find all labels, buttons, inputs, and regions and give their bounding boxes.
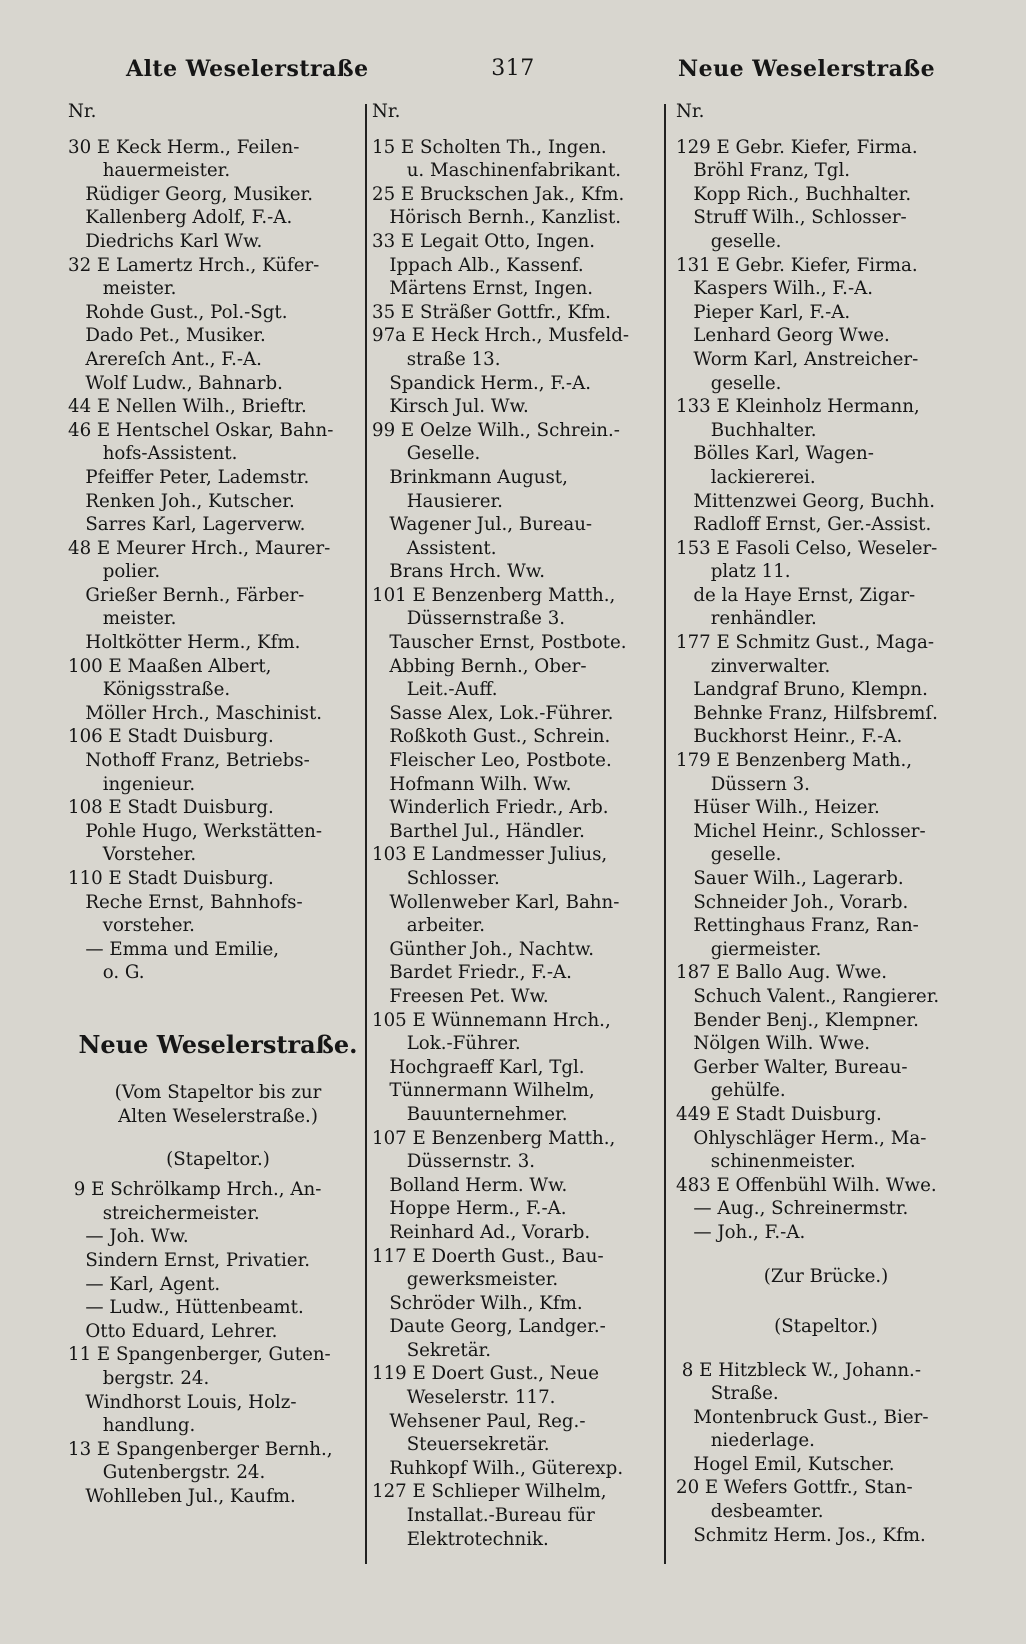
- directory-line: meister.: [68, 608, 177, 630]
- directory-line: Rettinghaus Franz, Ran-: [676, 915, 919, 937]
- directory-line: de la Haye Ernst, Zigar-: [676, 584, 916, 606]
- column-left: [68, 100, 368, 1508]
- directory-line: meister.: [68, 278, 177, 300]
- directory-line: hauermeister.: [68, 160, 231, 182]
- directory-line: Schlosser.: [372, 868, 500, 889]
- directory-line: zinverwalter.: [676, 655, 831, 677]
- directory-line: Assistent.: [372, 537, 497, 559]
- column-right: [676, 100, 976, 1547]
- directory-line: Hörisch Bernh., Kanzlist.: [372, 207, 622, 229]
- directory-line: Hofmann Wilh. Ww.: [372, 773, 572, 795]
- directory-line: 449 E Stadt Duisburg.: [676, 1103, 882, 1125]
- directory-line: Michel Heinr., Schlosser-: [676, 820, 926, 842]
- directory-line: Kopp Rich., Buchhalter.: [676, 183, 912, 205]
- directory-line: Wollenweber Karl, Bahn-: [372, 891, 620, 913]
- spacer: [68, 1128, 368, 1142]
- directory-line: Abbing Bernh., Ober-: [372, 655, 587, 677]
- directory-line: gehülfe.: [676, 1080, 786, 1102]
- directory-line: Geselle.: [372, 443, 481, 465]
- directory-line: Tünnermann Wilhelm,: [372, 1080, 595, 1102]
- spacer: [68, 1067, 368, 1081]
- directory-line: geselle.: [676, 230, 782, 252]
- directory-line: Ohlyschläger Herm., Ma-: [676, 1127, 927, 1149]
- directory-line: Elektrotechnik.: [372, 1528, 549, 1550]
- directory-line: 119 E Doert Gust., Neue: [372, 1363, 600, 1385]
- directory-line: Märtens Ernst, Ingen.: [372, 278, 594, 300]
- directory-line: Bardet Friedr., F.-A.: [372, 962, 572, 984]
- directory-line: 99 E Oelze Wilh., Schrein.-: [372, 419, 620, 441]
- directory-line: Hochgraeff Karl, Tgl.: [372, 1056, 585, 1078]
- directory-line: Nölgen Wilh. Wwe.: [676, 1033, 871, 1055]
- directory-line: Bolland Herm. Ww.: [372, 1174, 568, 1196]
- directory-line: Spandick Herm., F.-A.: [372, 372, 591, 394]
- section-note: (Zur Brücke.): [763, 1265, 889, 1287]
- directory-line: Kirsch Jul. Ww.: [372, 396, 529, 418]
- directory-line: Buckhorst Heinr., F.-A.: [676, 726, 903, 748]
- section-note: (Stapeltor.): [166, 1149, 270, 1171]
- directory-line: Reinhard Ad., Vorarb.: [372, 1221, 591, 1243]
- column-heading: Nr.: [68, 101, 97, 122]
- directory-line: Worm Karl, Anstreicher-: [676, 348, 919, 370]
- directory-line: streichermeister.: [68, 1202, 260, 1224]
- page-number: 317: [491, 56, 535, 81]
- directory-line: bergstr. 24.: [68, 1367, 210, 1389]
- directory-line: Sekretär.: [372, 1339, 492, 1361]
- directory-line: handlung.: [68, 1415, 196, 1437]
- directory-line: Möller Hrch., Maschinist.: [68, 702, 323, 724]
- directory-line: 30 E Keck Herm., Feilen-: [68, 136, 300, 158]
- directory-line: Montenbruck Gust., Bier-: [676, 1406, 929, 1428]
- directory-line: Diedrichs Karl Ww.: [68, 230, 263, 252]
- directory-line: Leit.-Auff.: [372, 679, 498, 701]
- directory-line: Schneider Joh., Vorarb.: [676, 891, 909, 913]
- directory-line: Sauer Wilh., Lagerarb.: [676, 868, 904, 889]
- directory-line: — Joh. Ww.: [68, 1226, 189, 1248]
- directory-line: Windhorst Louis, Holz-: [68, 1391, 297, 1413]
- section-note: (Vom Stapeltor bis zur: [114, 1081, 322, 1103]
- directory-line: 8 E Hitzbleck W., Johann.-: [676, 1359, 921, 1381]
- directory-line: Wehsener Paul, Reg.-: [372, 1410, 586, 1432]
- directory-line: gewerksmeister.: [372, 1269, 559, 1291]
- directory-line: — Joh., F.-A.: [676, 1221, 806, 1243]
- directory-line: Fleischer Leo, Postbote.: [372, 750, 612, 772]
- directory-line: polier.: [68, 561, 161, 583]
- directory-line: Pfeiffer Peter, Lademstr.: [68, 466, 310, 488]
- directory-line: Holtkötter Herm., Kfm.: [68, 632, 301, 654]
- directory-line: 44 E Nellen Wilh., Brieftr.: [68, 396, 307, 418]
- section-title: Neue Weselerstraße.: [78, 1029, 358, 1059]
- directory-line: Steuersekretär.: [372, 1434, 550, 1456]
- directory-line: Installat.-Bureau für: [372, 1505, 595, 1527]
- directory-line: Otto Eduard, Lehrer.: [68, 1320, 278, 1342]
- column-heading: Nr.: [676, 101, 705, 122]
- directory-line: 101 E Benzenberg Matth.,: [372, 584, 616, 606]
- directory-line: Ruhkopf Wilh., Güterexp.: [372, 1457, 624, 1479]
- directory-line: Kallenberg Adolf, F.-A.: [68, 207, 293, 229]
- directory-line: Freesen Pet. Ww.: [372, 985, 549, 1007]
- directory-line: Brinkmann August,: [372, 466, 568, 488]
- directory-line: 179 E Benzenberg Math.,: [676, 750, 913, 772]
- directory-line: Dado Pet., Musiker.: [68, 325, 266, 347]
- column-heading: Nr.: [372, 101, 401, 122]
- directory-line: Vorsteher.: [68, 844, 197, 866]
- directory-line: Düssern 3.: [676, 773, 810, 795]
- directory-line: Bauunternehmer.: [372, 1103, 568, 1125]
- directory-line: Bölles Karl, Wagen-: [676, 443, 874, 465]
- directory-line: Nothoff Franz, Betriebs-: [68, 750, 310, 772]
- section-note: (Stapeltor.): [774, 1315, 878, 1337]
- directory-line: Brans Hrch. Ww.: [372, 561, 545, 583]
- spacer: [676, 1345, 976, 1359]
- directory-line: u. Maschinenfabrikant.: [372, 160, 622, 182]
- directory-line: Sarres Karl, Lagerverw.: [68, 514, 306, 536]
- directory-line: Lenhard Georg Wwe.: [676, 325, 890, 347]
- directory-line: Barthel Jul., Händler.: [372, 820, 585, 842]
- header-left: Alte Weselerstraße: [126, 56, 369, 82]
- spacer: [68, 985, 368, 1023]
- directory-line: 117 E Doerth Gust., Bau-: [372, 1245, 604, 1267]
- directory-line: Hausierer.: [372, 490, 503, 512]
- directory-line: 177 E Schmitz Gust., Maga-: [676, 632, 934, 654]
- directory-line: Buchhalter.: [676, 419, 817, 441]
- directory-line: Pieper Karl, F.-A.: [676, 301, 851, 323]
- directory-line: Tauscher Ernst, Postbote.: [372, 632, 627, 654]
- directory-line: geselle.: [676, 372, 782, 394]
- directory-line: Bröhl Franz, Tgl.: [676, 160, 851, 182]
- directory-line: Rohde Gust., Pol.-Sgt.: [68, 301, 288, 323]
- directory-line: Günther Joh., Nachtw.: [372, 938, 595, 960]
- directory-line: straße 13.: [372, 348, 501, 370]
- directory-line: Schmitz Herm. Jos., Kfm.: [676, 1524, 926, 1546]
- directory-line: 15 E Scholten Th., Ingen.: [372, 136, 607, 158]
- directory-line: 103 E Landmesser Julius,: [372, 844, 608, 866]
- directory-line: 110 E Stadt Duisburg.: [68, 868, 274, 889]
- directory-line: 11 E Spangenberger, Guten-: [68, 1344, 331, 1366]
- directory-line: Düssernstraße 3.: [372, 608, 566, 630]
- directory-line: Weselerstr. 117.: [372, 1387, 556, 1409]
- directory-line: renhändler.: [676, 608, 817, 630]
- directory-line: 105 E Wünnemann Hrch.,: [372, 1009, 611, 1031]
- directory-line: Rüdiger Georg, Musiker.: [68, 183, 313, 205]
- directory-line: Arereſch Ant., F.-A.: [68, 348, 262, 370]
- directory-line: Lok.-Führer.: [372, 1033, 521, 1055]
- directory-line: 25 E Bruckschen Jak., Kfm.: [372, 183, 625, 205]
- directory-line: 48 E Meurer Hrch., Maurer-: [68, 537, 331, 559]
- spacer: [676, 1245, 976, 1259]
- directory-line: Kaspers Wilh., F.-A.: [676, 278, 874, 300]
- directory-line: 35 E Sträßer Gottfr., Kfm.: [372, 301, 611, 323]
- section-note: Alten Weselerstraße.): [118, 1105, 318, 1127]
- directory-line: — Ludw., Hüttenbeamt.: [68, 1297, 304, 1319]
- directory-line: Daute Georg, Landger.-: [372, 1316, 606, 1338]
- directory-line: — Emma und Emilie,: [68, 938, 280, 960]
- directory-line: Wohlleben Jul., Kaufm.: [68, 1485, 296, 1507]
- directory-line: schinenmeister.: [676, 1151, 856, 1173]
- directory-line: 127 E Schlieper Wilhelm,: [372, 1481, 607, 1503]
- directory-line: vorsteher.: [68, 915, 195, 937]
- directory-line: 100 E Maaßen Albert,: [68, 655, 272, 677]
- directory-line: Sindern Ernst, Privatier.: [68, 1249, 311, 1271]
- directory-line: niederlage.: [676, 1430, 815, 1452]
- directory-line: 9 E Schrölkamp Hrch., An-: [68, 1179, 322, 1201]
- directory-line: Hoppe Herm., F.-A.: [372, 1198, 567, 1220]
- directory-line: — Aug., Schreinermstr.: [676, 1198, 909, 1220]
- directory-line: 97a E Heck Hrch., Musfeld-: [372, 325, 630, 347]
- directory-line: Schröder Wilh., Kfm.: [372, 1292, 583, 1314]
- directory-line: Renken Joh., Kutscher.: [68, 490, 295, 512]
- directory-line: Landgraf Bruno, Klempn.: [676, 679, 928, 701]
- directory-line: Ippach Alb., Kassenf.: [372, 254, 584, 276]
- directory-line: Mittenzwei Georg, Buchh.: [676, 490, 936, 512]
- directory-line: 107 E Benzenberg Matth.,: [372, 1127, 616, 1149]
- directory-line: Königsstraße.: [68, 679, 231, 701]
- directory-line: Düssernstr. 3.: [372, 1151, 536, 1173]
- directory-line: geselle.: [676, 844, 782, 866]
- directory-line: arbeiter.: [372, 915, 485, 937]
- directory-line: giermeister.: [676, 938, 822, 960]
- directory-line: — Karl, Agent.: [68, 1273, 221, 1295]
- directory-line: Straße.: [676, 1383, 779, 1405]
- directory-line: Wolf Ludw., Bahnarb.: [68, 372, 283, 394]
- directory-line: 483 E Offenbühl Wilh. Wwe.: [676, 1174, 937, 1196]
- directory-line: Gerber Walter, Bureau-: [676, 1056, 908, 1078]
- directory-line: 46 E Hentschel Oskar, Bahn-: [68, 419, 334, 441]
- directory-line: 187 E Ballo Aug. Wwe.: [676, 962, 887, 984]
- directory-line: 133 E Kleinholz Hermann,: [676, 396, 920, 418]
- directory-line: Sasse Alex, Lok.-Führer.: [372, 702, 614, 724]
- directory-line: lackiererei.: [676, 466, 816, 488]
- directory-line: Radloff Ernst, Ger.-Assist.: [676, 514, 932, 536]
- directory-line: Schuch Valent., Rangierer.: [676, 985, 940, 1007]
- column-middle: [372, 100, 672, 1551]
- directory-line: Bender Benj., Klempner.: [676, 1009, 919, 1031]
- directory-line: ingenieur.: [68, 773, 196, 795]
- directory-line: Behnke Franz, Hilfsbremſ.: [676, 702, 938, 724]
- directory-line: 32 E Lamertz Hrch., Küfer-: [68, 254, 320, 276]
- directory-line: 13 E Spangenberger Bernh.,: [68, 1438, 333, 1460]
- directory-line: desbeamter.: [676, 1501, 824, 1523]
- directory-line: 131 E Gebr. Kiefer, Firma.: [676, 254, 918, 276]
- directory-line: Pohle Hugo, Werkstätten-: [68, 820, 323, 842]
- directory-line: 129 E Gebr. Kiefer, Firma.: [676, 136, 918, 158]
- directory-line: 106 E Stadt Duisburg.: [68, 726, 274, 748]
- directory-line: 33 E Legait Otto, Ingen.: [372, 230, 596, 252]
- directory-line: Roßkoth Gust., Schrein.: [372, 726, 611, 748]
- header-right: Neue Weselerstraße: [678, 56, 936, 82]
- directory-line: Hogel Emil, Kutscher.: [676, 1453, 895, 1475]
- directory-line: Hüser Wilh., Heizer.: [676, 797, 880, 819]
- directory-line: o. G.: [68, 962, 145, 984]
- directory-line: 153 E Fasoli Celso, Weseler-: [676, 537, 938, 559]
- directory-line: Gutenbergstr. 24.: [68, 1462, 266, 1484]
- page-header: [0, 56, 1026, 90]
- directory-line: Winderlich Friedr., Arb.: [372, 797, 609, 819]
- spacer: [676, 1295, 976, 1309]
- directory-line: Wagener Jul., Bureau-: [372, 514, 593, 536]
- directory-line: Struff Wilh., Schlosser-: [676, 207, 907, 229]
- directory-line: platz 11.: [676, 561, 791, 583]
- directory-line: 108 E Stadt Duisburg.: [68, 797, 274, 819]
- directory-line: Reche Ernst, Bahnhofs-: [68, 891, 303, 913]
- directory-line: 20 E Wefers Gottfr., Stan-: [676, 1477, 913, 1499]
- directory-line: Grießer Bernh., Färber-: [68, 584, 305, 606]
- directory-line: hofs-Assistent.: [68, 443, 238, 465]
